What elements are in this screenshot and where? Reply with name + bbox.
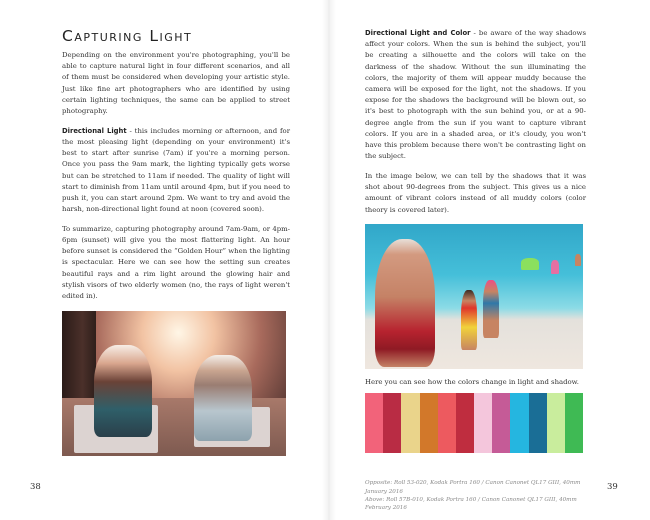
right-page <box>365 28 586 513</box>
color-swatch-1 <box>365 393 383 453</box>
left-page-number: 38 <box>30 482 41 492</box>
color-body: - be aware of the way shadows affect your colors. When the sun is behind the subject, you'll be creating a silhouette and the colors will take on the darkness of the shadow. Without the sun illuminating the colors, the majority of them will appear muddy because the camera will be exposed for the light, not the shadows. If you expose for the shadows the background will be blown out, so it's best to photograph with the sun behind you, or at a 90-degree angle from the sun if you want to capture vibrant colors. If you are in a shaded area, or it's cloudy, you won't have this problem because there won't be contrasting light on the subject. <box>365 29 586 161</box>
color-swatch-5 <box>438 393 456 453</box>
golden-hour-photo <box>62 311 286 456</box>
color-swatch-strip <box>365 393 583 453</box>
page-title: Capturing Light <box>62 27 193 45</box>
color-swatch-2 <box>383 393 401 453</box>
left-page <box>62 28 290 456</box>
color-paragraph <box>365 28 586 162</box>
directional-light-lead: Directional Light <box>62 126 127 135</box>
color-swatch-6 <box>456 393 474 453</box>
color-lead: Directional Light and Color <box>365 29 471 37</box>
directional-light-body: - this includes morning or afternoon, and for the most pleasing light (depending on your environment) it's best to start after sunrise (7am) if you're a morning person. Once you pass the 9am mark, the lighting typically gets worse but can be stretched to 11am if needed. The quality of light will start to diminish from 11am until around 4pm, but if you need to push it, you can start around 2pm. We want to try and avoid the harsh, non-directional light found at noon (covered soon). <box>62 126 290 214</box>
summary-paragraph: To summarize, capturing photography around 7am-9am, or 4pm-6pm (sunset) will give you the most flattering light. An hour before sunset is considered the “Golden Hour” when the lighting is spectacular. Here we can see how the setting sun creates beautiful rays and a rim light around the glowing hair and stylish visors of two elderly women (no, the rays of light weren't edited in). <box>62 224 290 301</box>
image-intro-paragraph: In the image below, we can tell by the shadows that it was shot about 90-degrees from the subject. This gives us a nice amount of vibrant colors instead of all muddy colors (color theory is covered later). <box>365 171 586 214</box>
photo-caption-opposite: Opposite: Roll 53-020, Kodak Portra 160 / Canon Canonet QL17 GIII, 40mm January 2016 <box>365 480 581 495</box>
swimmer-far <box>551 260 559 274</box>
shirtless-man <box>375 239 435 367</box>
swimmer-edge <box>575 254 581 266</box>
color-swatch-9 <box>510 393 528 453</box>
swatch-intro-paragraph: Here you can see how the colors change in light and shadow. <box>365 378 579 387</box>
child-red-shirt <box>461 290 477 350</box>
directional-light-paragraph <box>62 126 290 216</box>
beach-color-photo <box>365 224 583 369</box>
right-page-number: 39 <box>607 482 618 492</box>
color-swatch-4 <box>420 393 438 453</box>
intro-paragraph: Depending on the environment you're photographing, you'll be able to capture natural light in four different scenarios, and all of them must be considered when developing your artistic style. Just like fine art photographers who are identified by using certain lighting techniques, the same can be applied to street photography. <box>62 51 290 116</box>
color-swatch-11 <box>547 393 565 453</box>
color-swatch-3 <box>401 393 419 453</box>
color-swatch-10 <box>529 393 547 453</box>
woman-left <box>94 345 152 437</box>
color-swatch-8 <box>492 393 510 453</box>
color-swatch-12 <box>565 393 583 453</box>
swimmer-green <box>521 258 539 270</box>
photo-caption-above: Above: Roll 57B-010, Kodak Portra 160 / Canon Canonet QL17 GIII, 40mm February 2016 <box>365 497 577 512</box>
book-gutter <box>322 0 336 520</box>
color-swatch-7 <box>474 393 492 453</box>
girl-blue-swimsuit <box>483 280 499 338</box>
woman-right <box>194 355 252 441</box>
